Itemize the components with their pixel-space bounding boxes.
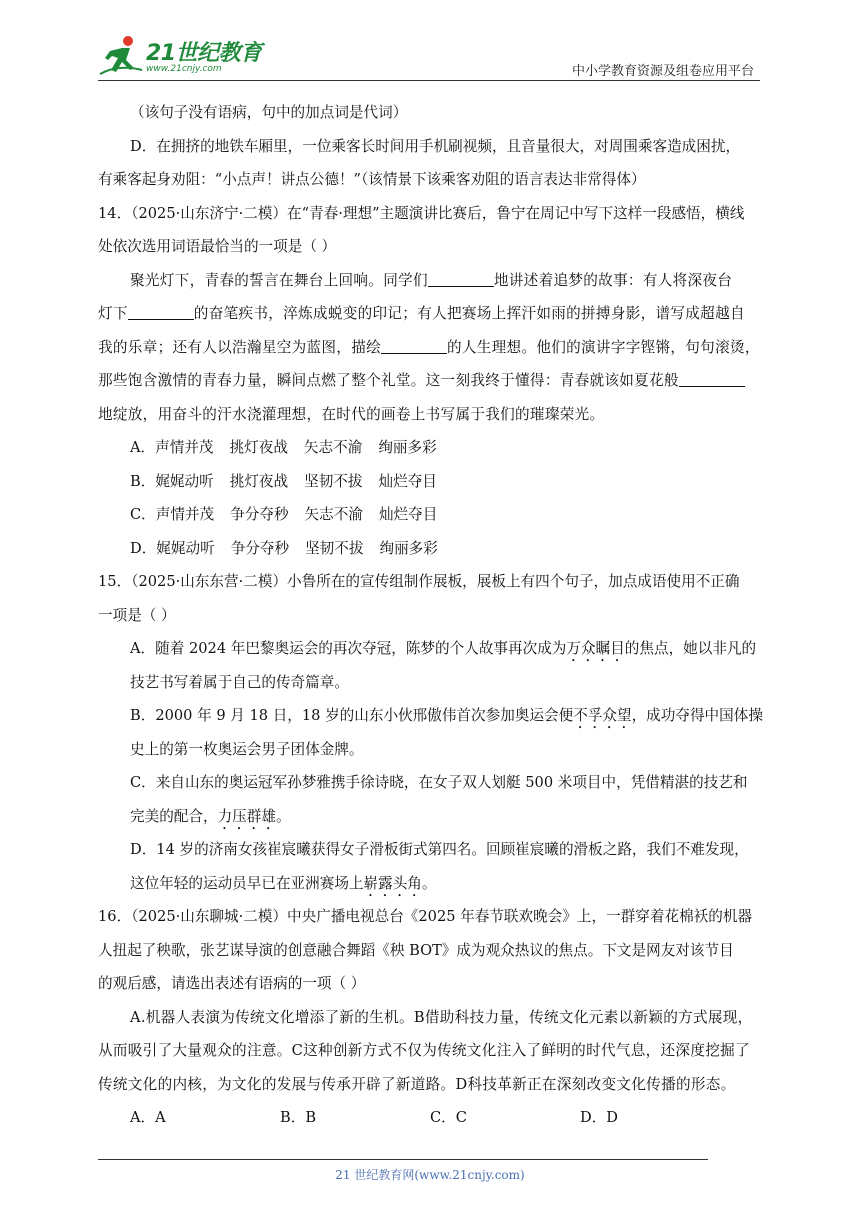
- blank-3: [381, 339, 447, 354]
- option-word: 声情并茂: [155, 506, 215, 523]
- q16-option-d[interactable]: D．D: [580, 1109, 618, 1126]
- option-word: 灿烂夺目: [378, 472, 437, 490]
- passage-line: A.机器人表演为传统文化增添了新的生机。B借助科技力量，传统文化元素以新颖的方式展现，: [130, 1008, 753, 1026]
- option-word: 坚韧不拔: [304, 472, 363, 490]
- passage-text: 地讲述着追梦的故事：有人将深夜台: [493, 271, 733, 289]
- option-word: 坚韧不拔: [305, 539, 364, 557]
- q16-options: [98, 1101, 762, 1135]
- q15-option-b[interactable]: [98, 699, 762, 733]
- passage-line: [98, 264, 762, 298]
- q15-option-c-line2: [98, 800, 762, 834]
- platform-title: 中小学教育资源及组卷应用平台: [571, 64, 754, 79]
- q14-option-c[interactable]: [98, 498, 762, 532]
- option-word: 娓娓动听: [155, 472, 214, 490]
- q13-note: （该句子没有语病，句中的加点词是代词）: [130, 104, 408, 121]
- q15-option-d-line2: [98, 867, 762, 901]
- runner-logo-icon: [98, 34, 144, 78]
- document-body: [98, 96, 762, 1135]
- page-footer[interactable]: 21 世纪教育网(www.21cnjy.com): [335, 1168, 525, 1182]
- q15-stem-line2: 一项是（ ）: [98, 606, 176, 624]
- option-word: 争分夺秒: [230, 506, 289, 523]
- blank-2: [128, 305, 194, 320]
- q15-option-b-line2: 史上的第一枚奥运会男子团体金牌。: [130, 740, 364, 758]
- option-label: D．: [130, 539, 157, 557]
- q16-option-b[interactable]: B．B: [280, 1109, 317, 1126]
- q14-option-b[interactable]: [98, 465, 762, 499]
- option-word: 绚丽多彩: [379, 539, 438, 557]
- q13-option-d-line2: 有乘客起身劝阻：“小点声！讲点公德！”（该情景下该乘客劝阻的语言表达非常得体）: [98, 171, 646, 188]
- passage-text: 的人生理想。他们的演讲字字铿锵，句句滚烫，: [446, 338, 760, 356]
- option-word: 声情并茂: [155, 439, 214, 456]
- q15-option-a-line2: 技艺书写着属于自己的传奇篇章。: [130, 673, 349, 691]
- logo-text: 21世纪教育: [146, 41, 262, 66]
- q16-option-c[interactable]: C．C: [430, 1109, 467, 1126]
- passage-text: 的奋笔疾书，淬炼成蜕变的印记；有人把赛场上挥汗如雨的拼搏身影，谱写成超越自: [193, 305, 745, 322]
- option-text: 完美的配合，: [130, 807, 218, 825]
- header-divider: [98, 80, 760, 81]
- passage-text: 我的乐章；还有人以浩瀚星空为蓝图，描绘: [98, 338, 381, 356]
- footer-divider: [98, 1159, 708, 1160]
- dotted-idiom: 崭露头角: [363, 874, 422, 892]
- passage-line: 传统文化的内核，为文化的发展与传承开辟了新道路。D科技革新正在深刻改变文化传播的形态。: [98, 1075, 736, 1093]
- site-logo: [98, 34, 268, 78]
- q14-stem-line2: 处依次选用词语最恰当的一项是（ ）: [98, 238, 337, 255]
- q14-stem-line1: 14．（2025·山东济宁·二模）在“青春·理想”主题演讲比赛后，鲁宁在周记中写下这样一段感悟，横线: [98, 204, 745, 222]
- passage-text: 那些饱含激情的青春力量，瞬间点燃了整个礼堂。这一刻我终于懂得：青春就该如夏花般: [98, 372, 679, 389]
- logo-url: www.21cnjy.com: [146, 64, 222, 74]
- option-text: 的焦点，她以非凡的: [624, 640, 757, 657]
- option-text: 这位年轻的运动员早已在亚洲赛场上: [130, 874, 364, 892]
- option-text: 。: [421, 874, 437, 892]
- dotted-idiom: 力压群雄: [217, 807, 276, 825]
- q14-option-d[interactable]: [98, 532, 762, 566]
- option-word: 挑灯夜战: [229, 472, 289, 490]
- option-text: ，成功夺得中国体操: [631, 707, 763, 724]
- q15-option-c[interactable]: C．来自山东的奥运冠军孙梦雅携手徐诗晓，在女子双人划艇 500 米项目中，凭借精湛的技艺和: [130, 774, 748, 791]
- q13-option-d-line1: D．在拥挤的地铁车厢里，一位乘客长时间用手机刷视频，且音量很大，对周围乘客造成困扰，: [130, 137, 741, 155]
- q16-stem-line3: 的观后感，请选出表述有语病的一项（ ）: [98, 975, 366, 992]
- option-word: 矢志不渝: [303, 439, 363, 456]
- option-word: 娓娓动听: [156, 539, 215, 557]
- page-header: [98, 30, 760, 82]
- passage-text: 聚光灯下，青春的誓言在舞台上回响。同学们: [130, 271, 428, 289]
- blank-1: [428, 272, 494, 287]
- q16-option-a[interactable]: A．A: [130, 1109, 166, 1126]
- option-label: C．: [130, 506, 156, 523]
- option-label: A．: [130, 439, 156, 456]
- passage-line: 地绽放，用奋斗的汗水浇灌理想，在时代的画卷上书写属于我们的璀璨荣光。: [98, 405, 605, 423]
- q14-passage: [98, 264, 762, 432]
- option-text: A．随着 2024 年巴黎奥运会的再次夺冠，陈梦的个人故事再次成为: [130, 640, 567, 657]
- option-label: B．: [130, 472, 156, 490]
- passage-line: [98, 331, 762, 365]
- passage-line: [98, 364, 762, 398]
- dotted-idiom: 万众瞩目: [566, 640, 625, 657]
- option-word: 挑灯夜战: [229, 439, 288, 456]
- passage-line: 从而吸引了大量观众的注意。C这种创新方式不仅为传统文化注入了鲜明的时代气息，还深度挖掘了: [98, 1042, 750, 1059]
- q16-stem-line2: 人扭起了秧歌，张艺谋导演的创意融合舞蹈《秧 BOT》成为观众热议的焦点。下文是网友对该节目: [98, 941, 734, 959]
- option-word: 绚丽多彩: [378, 439, 437, 456]
- q16-stem-line1: 16．（2025·山东聊城·二模）中央广播电视总台《2025 年春节联欢晚会》上，一群穿着花棉袄的机器: [98, 908, 753, 925]
- option-text: B．2000 年 9 月 18 日，18 岁的山东小伙邢傲伟首次参加奥运会便: [130, 707, 574, 724]
- q15-option-a[interactable]: [98, 632, 762, 666]
- q15-option-d[interactable]: D．14 岁的济南女孩崔宸曦获得女子滑板街式第四名。回顾崔宸曦的滑板之路，我们不难发现，: [130, 841, 749, 858]
- q15-stem-line1: 15．（2025·山东东营·二模）小鲁所在的宣传组制作展板，展板上有四个句子，加点成语使用不正确: [98, 573, 740, 590]
- q16-passage: [98, 1001, 762, 1102]
- passage-text: 灯下: [98, 305, 128, 322]
- blank-4: [679, 372, 745, 387]
- dotted-idiom: 不孚众望: [573, 707, 632, 724]
- option-word: 矢志不渝: [304, 506, 363, 523]
- q14-option-a[interactable]: [98, 431, 762, 465]
- option-word: 争分夺秒: [230, 539, 290, 557]
- option-text: 。: [275, 807, 291, 825]
- option-word: 灿烂夺目: [378, 506, 438, 523]
- passage-line: [98, 297, 762, 331]
